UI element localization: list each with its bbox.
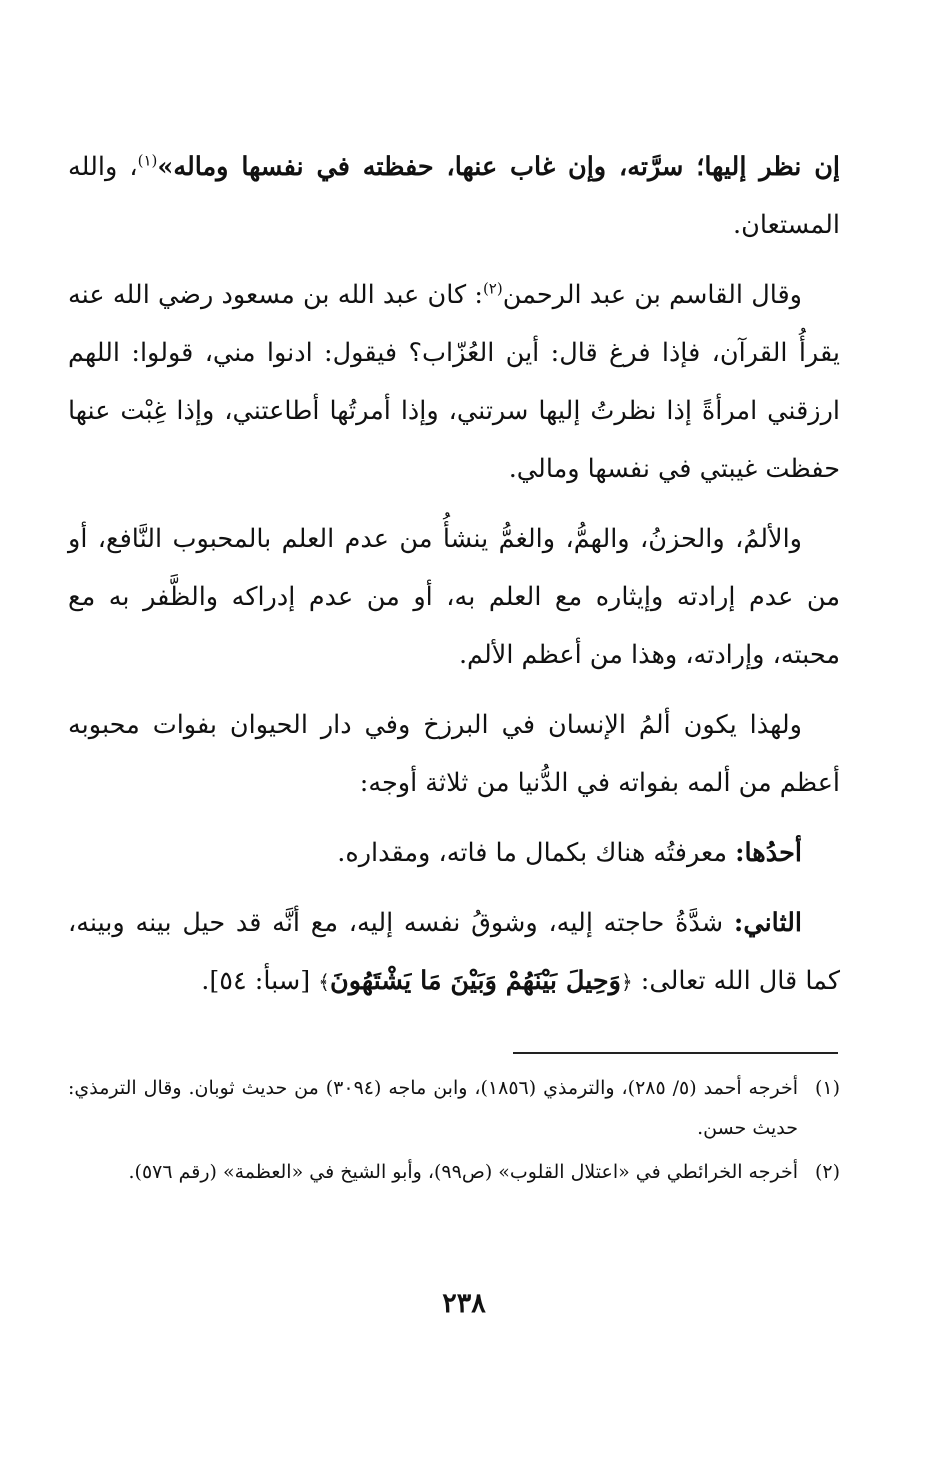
paragraph-2 (68, 266, 840, 498)
paragraph-4 (68, 696, 840, 812)
footnote-ref-2[interactable]: (٢) (482, 279, 503, 298)
page-body (68, 138, 840, 1023)
footnote-1-text: أخرجه أحمد (٥/ ٢٨٥)، والترمذي (١٨٥٦)، وابن ماجه (٣٠٩٤) من حديث ثوبان. وقال الترمذي: حديث حسن. (68, 1077, 798, 1139)
quote-end-text: إن نظر إليها؛ سرَّته، وإن غاب عنها، حفظته في نفسها وماله» (157, 152, 840, 182)
verse-citation: [سبأ: ٥٤]. (201, 966, 319, 996)
footnote-2-text: أخرجه الخرائطي في «اعتلال القلوب» (ص٩٩)، وأبو الشيخ في «العظمة» (رقم ٥٧٦). (128, 1161, 798, 1183)
quran-bracket-close: ﴾ (318, 970, 331, 994)
footnote-ref-1[interactable]: (١) (137, 151, 158, 170)
paragraph-3-text: والألمُ، والحزنُ، والهمُّ، والغمُّ ينشأُ من عدم العلم بالمحبوب النَّافع، أو من عدم إرادته وإيثاره مع العلم به، أو من عدم إدراكه والظَّفر به مع محبته، وإرادته، وهذا من أعظم الألم. (68, 524, 840, 670)
footnote-2 (68, 1152, 840, 1192)
quran-verse: وَحِيلَ بَيْنَهُمْ وَبَيْنَ مَا يَشْتَهُونَ (330, 966, 621, 996)
paragraph-4-text: ولهذا يكون ألمُ الإنسان في البرزخ وفي دار الحيوان بفوات محبوبه أعظم من ألمه بفواته في الدُّنيا من ثلاثة أوجه: (68, 710, 840, 798)
footnote-1-number: (١) (814, 1077, 840, 1099)
footnote-2-number: (٢) (814, 1161, 840, 1183)
footnote-1 (68, 1068, 840, 1148)
paragraph-6 (68, 894, 840, 1011)
point-one-label: أحدُها: (735, 838, 802, 868)
paragraph-2-rest: : كان عبد الله بن مسعود رضي الله عنه يقرأُ القرآن، فإذا فرغ قال: أين العُزّاب؟ فيقول: ادنوا مني، قولوا: اللهم ارزقني امرأةً إذا نظرتُ إليها سرتني، وإذا أمرتُها أطاعتني، وإذا غِبْت عنها حفظت غيبتي في نفسها ومالي. (68, 280, 840, 484)
paragraph-5 (68, 824, 840, 882)
paragraph-2-start: وقال القاسم بن عبد الرحمن (502, 280, 802, 310)
footnote-divider (513, 1052, 838, 1054)
paragraph-3 (68, 510, 840, 684)
point-one-text: معرفتُه هناك بكمال ما فاته، ومقداره. (337, 838, 736, 868)
footnotes (68, 1068, 840, 1196)
point-two-label: الثاني: (733, 908, 802, 938)
point-two-text: شدَّةُ حاجته إليه، وشوقُ نفسه إليه، مع أنَّه قد حيل بينه وبينه، كما قال الله تعالى: (68, 908, 840, 996)
quran-bracket-open: ﴿ (620, 970, 633, 994)
paragraph-1-rest: ، والله المستعان. (68, 152, 840, 240)
paragraph-1 (68, 138, 840, 254)
page-number: ٢٣٨ (442, 1288, 486, 1319)
